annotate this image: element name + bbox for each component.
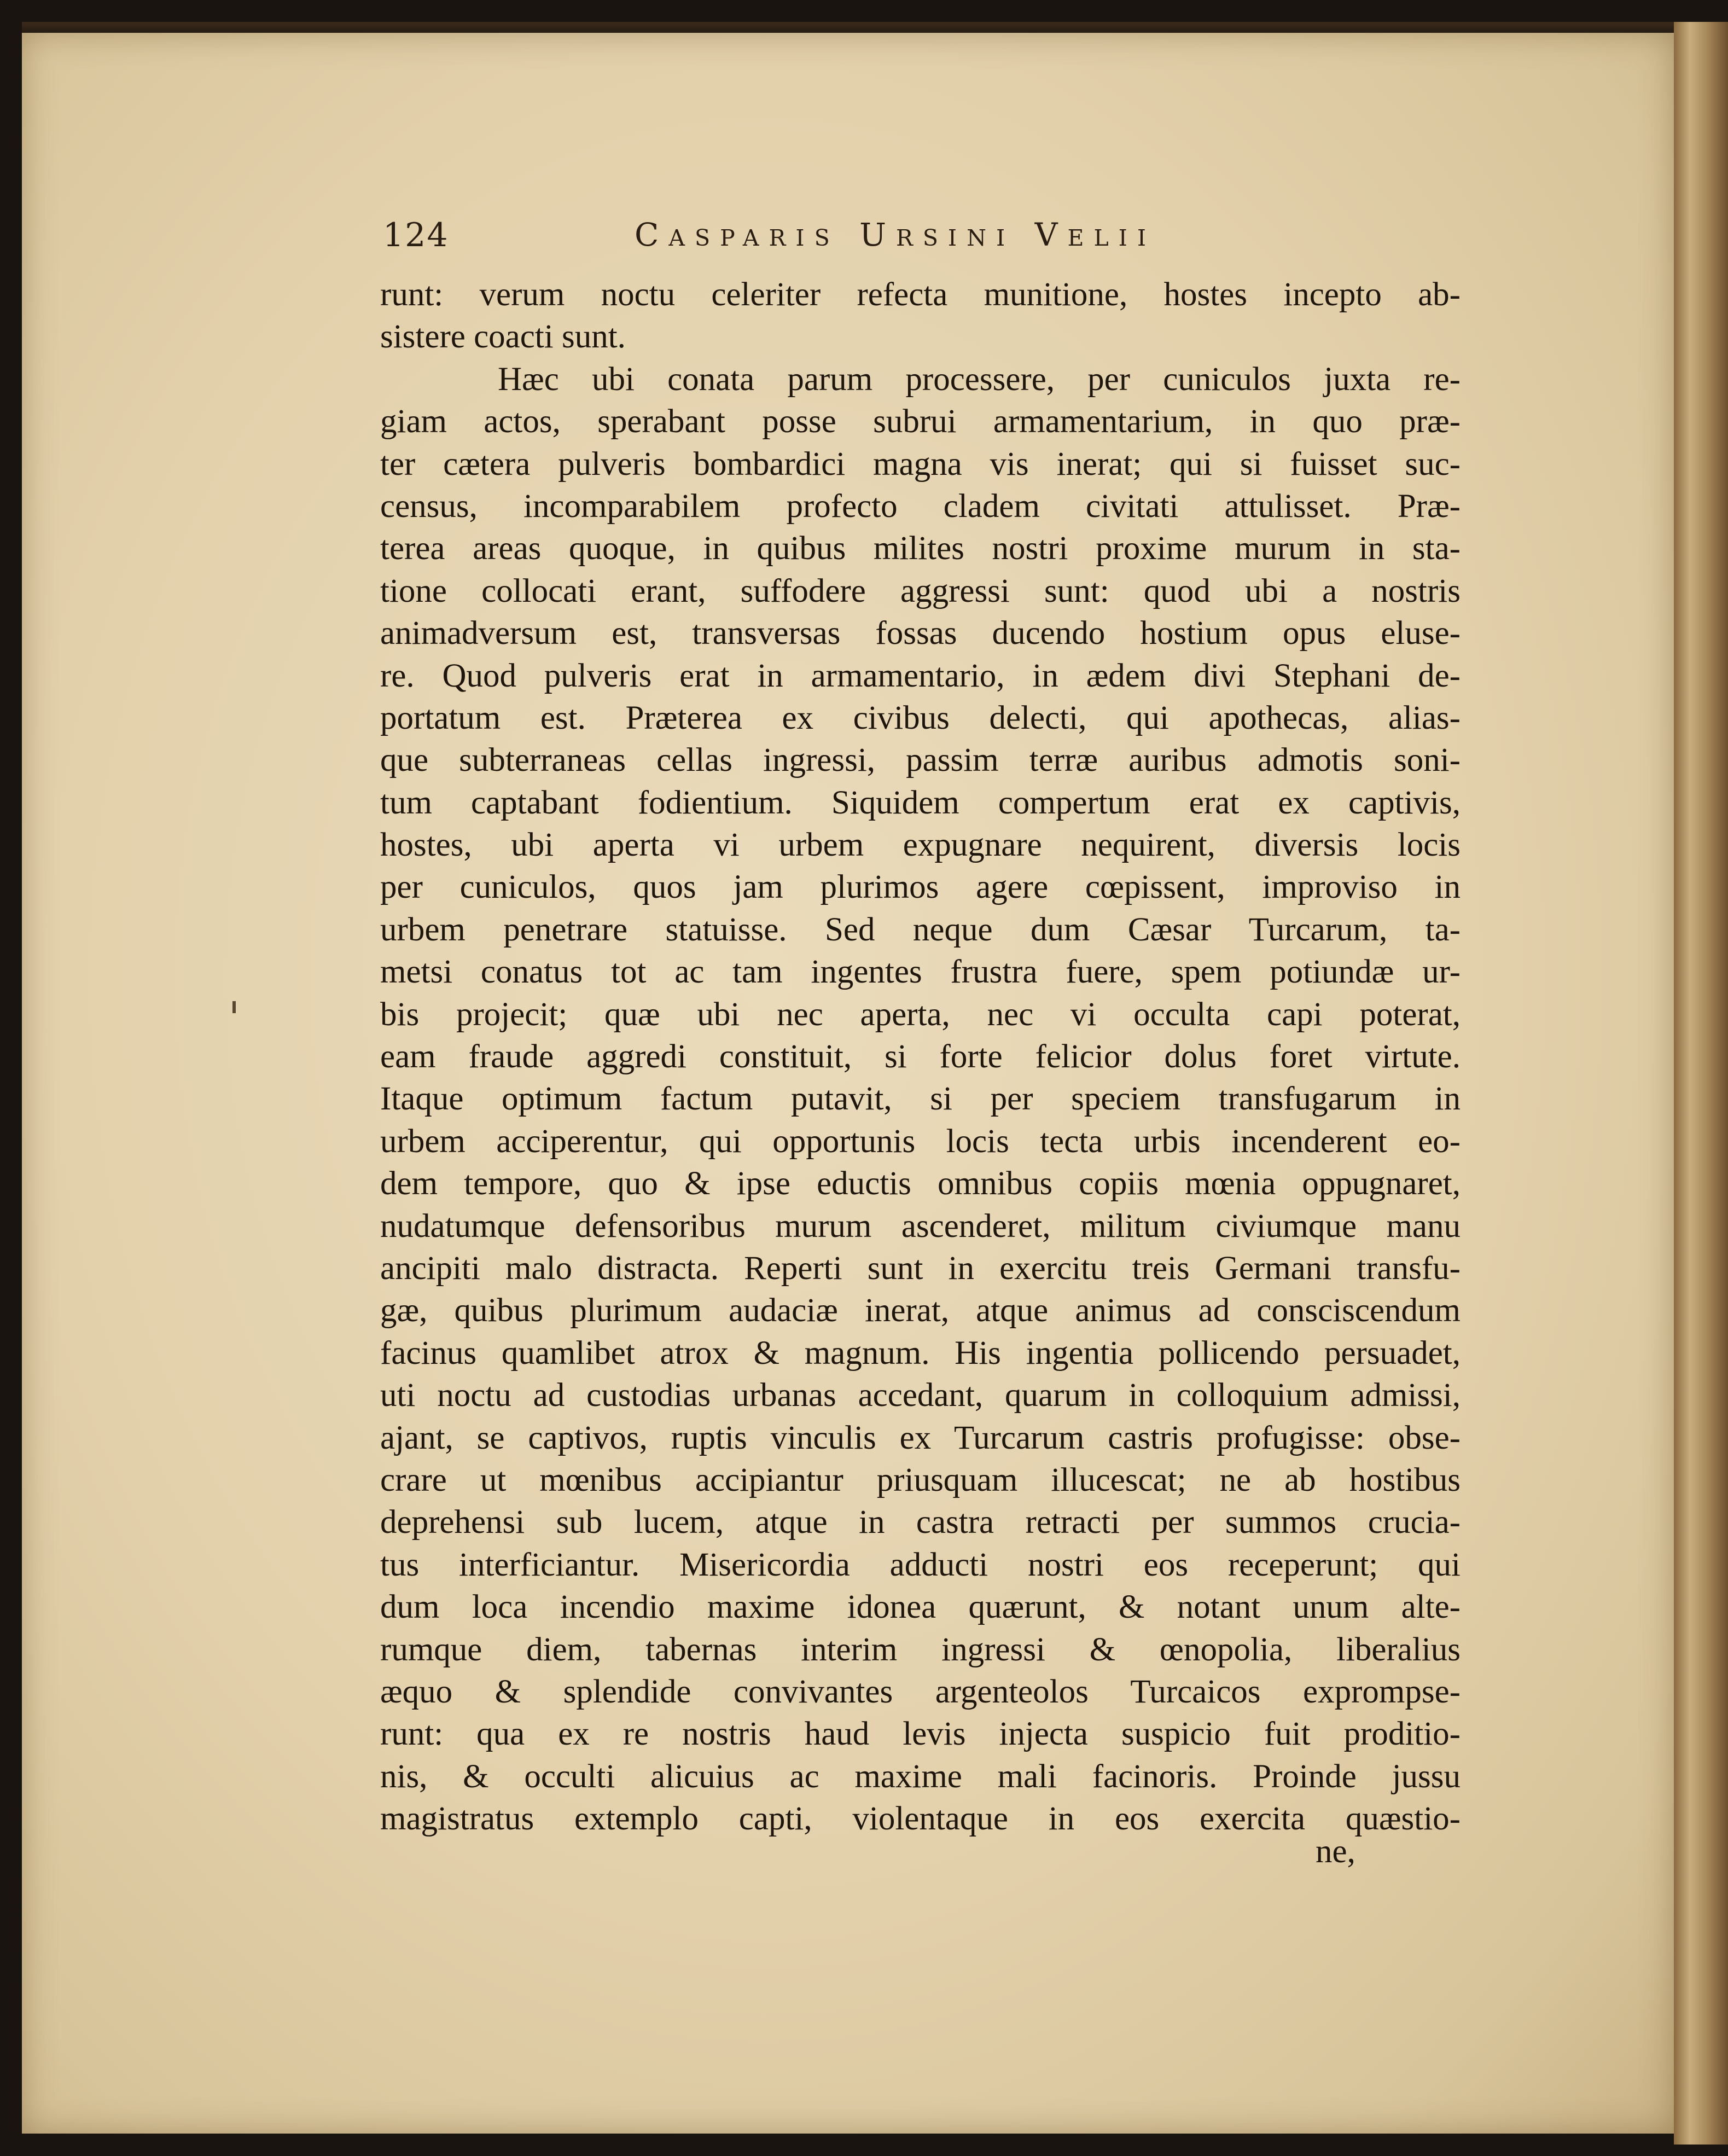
text-line: crare ut mœnibus accipiantur priusquam illucescat; ne ab hostibus <box>380 1461 1461 1498</box>
text-line: urbem acciperentur, qui opportunis locis tecta urbis incenderent eo- <box>380 1123 1461 1160</box>
text-line: gæ, quibus plurimum audaciæ inerat, atque animus ad consciscendum <box>380 1292 1461 1329</box>
text-line: portatum est. Præterea ex civibus delecti, qui apothecas, alias- <box>380 699 1461 736</box>
page-stack-edge <box>1674 22 1728 2145</box>
text-line: census, incomparabilem profecto cladem civitati attulisset. Præ- <box>380 487 1461 525</box>
text-line: sistere coacti sunt. <box>380 318 626 356</box>
text-line: uti noctu ad custodias urbanas accedant, quarum in colloquium admissi, <box>380 1377 1461 1414</box>
text-line: magistratus extemplo capti, violentaque in eos exercita quæstio- <box>380 1800 1461 1838</box>
text-line: hostes, ubi aperta vi urbem expugnare nequirent, diversis locis <box>380 827 1461 864</box>
text-line: animadversum est, transversas fossas ducendo hostium opus eluse- <box>380 615 1461 652</box>
text-line: tum captabant fodientium. Siquidem compertum erat ex captivis, <box>380 784 1461 821</box>
text-line: que subterraneas cellas ingressi, passim terræ auribus admotis soni- <box>380 742 1461 779</box>
text-line: urbem penetrare statuisse. Sed neque dum Cæsar Turcarum, ta- <box>380 911 1461 948</box>
text-line: runt: qua ex re nostris haud levis injecta suspicio fuit proditio- <box>380 1716 1461 1753</box>
text-line: terea areas quoque, in quibus milites nostri proxime murum in sta- <box>380 530 1461 567</box>
text-line: æquo & splendide convivantes argenteolos Turcaicos exprompse- <box>380 1673 1461 1710</box>
page-number: 124 <box>383 216 449 254</box>
text-line: ter cætera pulveris bombardici magna vis inerat; qui si fuisset suc- <box>380 445 1461 483</box>
text-line: runt: verum noctu celeriter refecta munitione, hostes incepto ab- <box>380 276 1461 313</box>
text-line: rumque diem, tabernas interim ingressi & œnopolia, liberalius <box>380 1631 1461 1668</box>
catchword: ne, <box>1316 1833 1355 1870</box>
text-line: Itaque optimum factum putavit, si per speciem transfugarum in <box>380 1080 1461 1118</box>
running-title: Casparis Ursini Velii <box>635 216 1156 253</box>
text-line: metsi conatus tot ac tam ingentes frustra fuere, spem potiundæ ur- <box>380 954 1461 991</box>
text-line: deprehensi sub lucem, atque in castra retracti per summos crucia- <box>380 1504 1461 1541</box>
text-line: ancipiti malo distracta. Reperti sunt in exercitu treis Germani transfu- <box>380 1250 1461 1287</box>
text-line: Hæc ubi conata parum processere, per cuniculos juxta re- <box>498 361 1461 398</box>
text-line: facinus quamlibet atrox & magnum. His ingentia pollicendo persuadet, <box>380 1334 1461 1372</box>
text-line: nis, & occulti alicuius ac maxime mali facinoris. Proinde jussu <box>380 1758 1461 1795</box>
text-line: tione collocati erant, suffodere aggressi sunt: quod ubi a nostris <box>380 572 1461 609</box>
text-line: nudatumque defensoribus murum ascenderet, militum civiumque manu <box>380 1207 1461 1245</box>
text-line: eam fraude aggredi constituit, si forte felicior dolus foret virtute. <box>380 1038 1461 1076</box>
text-line: per cuniculos, quos jam plurimos agere cœpissent, improviso in <box>380 869 1461 906</box>
text-line: giam actos, sperabant posse subrui armamentarium, in quo præ- <box>380 403 1461 440</box>
text-line: ajant, se captivos, ruptis vinculis ex Turcarum castris profugisse: obse- <box>380 1419 1461 1456</box>
text-line: tus interficiantur. Misericordia adducti nostri eos receperunt; qui <box>380 1546 1461 1583</box>
page-header <box>383 216 1422 260</box>
text-line: dem tempore, quo & ipse eductis omnibus copiis mœnia oppugnaret, <box>380 1165 1461 1202</box>
body-text <box>380 274 1461 1840</box>
margin-mark <box>232 1001 236 1013</box>
text-line: bis projecit; quæ ubi nec aperta, nec vi occulta capi poterat, <box>380 996 1461 1033</box>
text-line: re. Quod pulveris erat in armamentario, in ædem divi Stephani de- <box>380 657 1461 694</box>
text-line: dum loca incendio maxime idonea quærunt, & notant unum alte- <box>380 1589 1461 1626</box>
